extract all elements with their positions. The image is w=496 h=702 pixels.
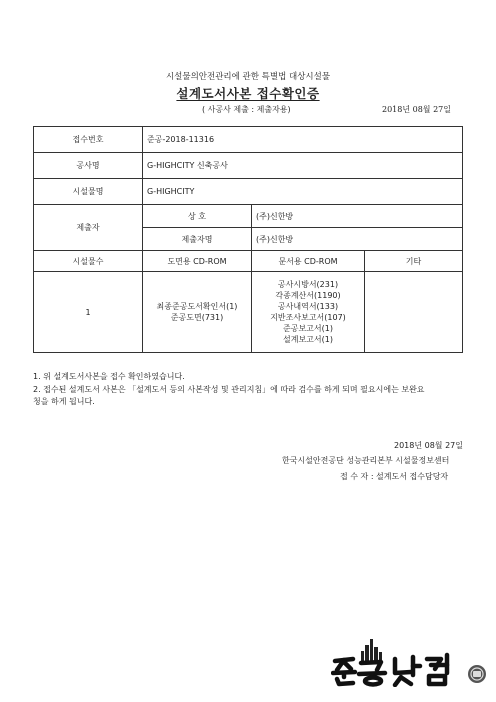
- table-row: [34, 251, 463, 272]
- receiver: 접 수 자 : 설계도서 접수담당자: [340, 472, 449, 481]
- document-subtitle: ( 사공사 제출 : 제출자용): [202, 105, 291, 114]
- count-value: 1: [34, 272, 143, 353]
- receipt-no-label: 접수번호: [34, 127, 143, 153]
- receipt-table: [33, 126, 463, 353]
- facility-label: 시설물명: [34, 179, 143, 205]
- note-1: 1. 위 설계도서사본을 접수 확인하였습니다.: [33, 372, 185, 381]
- drawing-item: 최종준공도서확인서(1): [156, 302, 238, 311]
- document-header-line: 시설물의안전관리에 관한 특별법 대상시설물: [165, 72, 331, 82]
- table-row: [34, 179, 463, 205]
- docs-label: 문서용 CD-ROM: [252, 251, 365, 272]
- table-row: [34, 127, 463, 153]
- table-row: [34, 153, 463, 179]
- drawing-items: [143, 272, 252, 353]
- submitter-name-label: 제출자명: [143, 228, 252, 251]
- facility-value: G-HIGHCITY: [143, 179, 463, 205]
- docs-item: 설계보고서(1): [283, 335, 333, 344]
- docs-item: 지반조사보고서(107): [270, 313, 346, 322]
- company-value: (주)신한방: [252, 205, 463, 228]
- document-title: [0, 84, 496, 102]
- project-value: G-HIGHCITY 신축공사: [143, 153, 463, 179]
- skyline-icon: [361, 639, 382, 661]
- brand-logo: [331, 637, 491, 687]
- footer-date: 2018년 08월 27일: [394, 441, 463, 450]
- notes: [33, 371, 473, 409]
- drawing-label: 도면용 CD-ROM: [143, 251, 252, 272]
- issuing-organization: 한국시설안전공단 성능관리본부 시설물정보센터: [282, 456, 450, 465]
- drawing-item: 준공도면(731): [170, 313, 224, 322]
- submitter-name-value: (주)신한방: [252, 228, 463, 251]
- docs-item: 공사시방서(231): [277, 280, 339, 289]
- note-2: 2. 접수된 설계도서 사본은 「설계도서 등의 사본작성 및 관리지침」에 따라 검수를 하게 되며 필요시에는 보완요: [33, 384, 425, 394]
- other-value: [365, 272, 463, 353]
- issue-date: 2018년 08월 27일: [382, 105, 451, 114]
- table-row: [34, 272, 463, 353]
- docs-item: 공사내역서(133): [277, 302, 339, 311]
- company-label: 상 호: [143, 205, 252, 228]
- document-title-text: 설계도서사본 접수확인증: [176, 86, 320, 101]
- receipt-no-value: 준공-2018-11316: [143, 127, 463, 153]
- docs-items: [252, 272, 365, 353]
- submitter-label: 제출자: [34, 205, 143, 251]
- table-row: [34, 205, 463, 228]
- docs-item: 각종계산서(1190): [275, 291, 341, 300]
- note-2-cont: 청을 하게 됩니다.: [33, 397, 95, 406]
- count-label: 시설물수: [34, 251, 143, 272]
- project-label: 공사명: [34, 153, 143, 179]
- docs-item: 준공보고서(1): [283, 324, 333, 333]
- other-label: 기타: [365, 251, 463, 272]
